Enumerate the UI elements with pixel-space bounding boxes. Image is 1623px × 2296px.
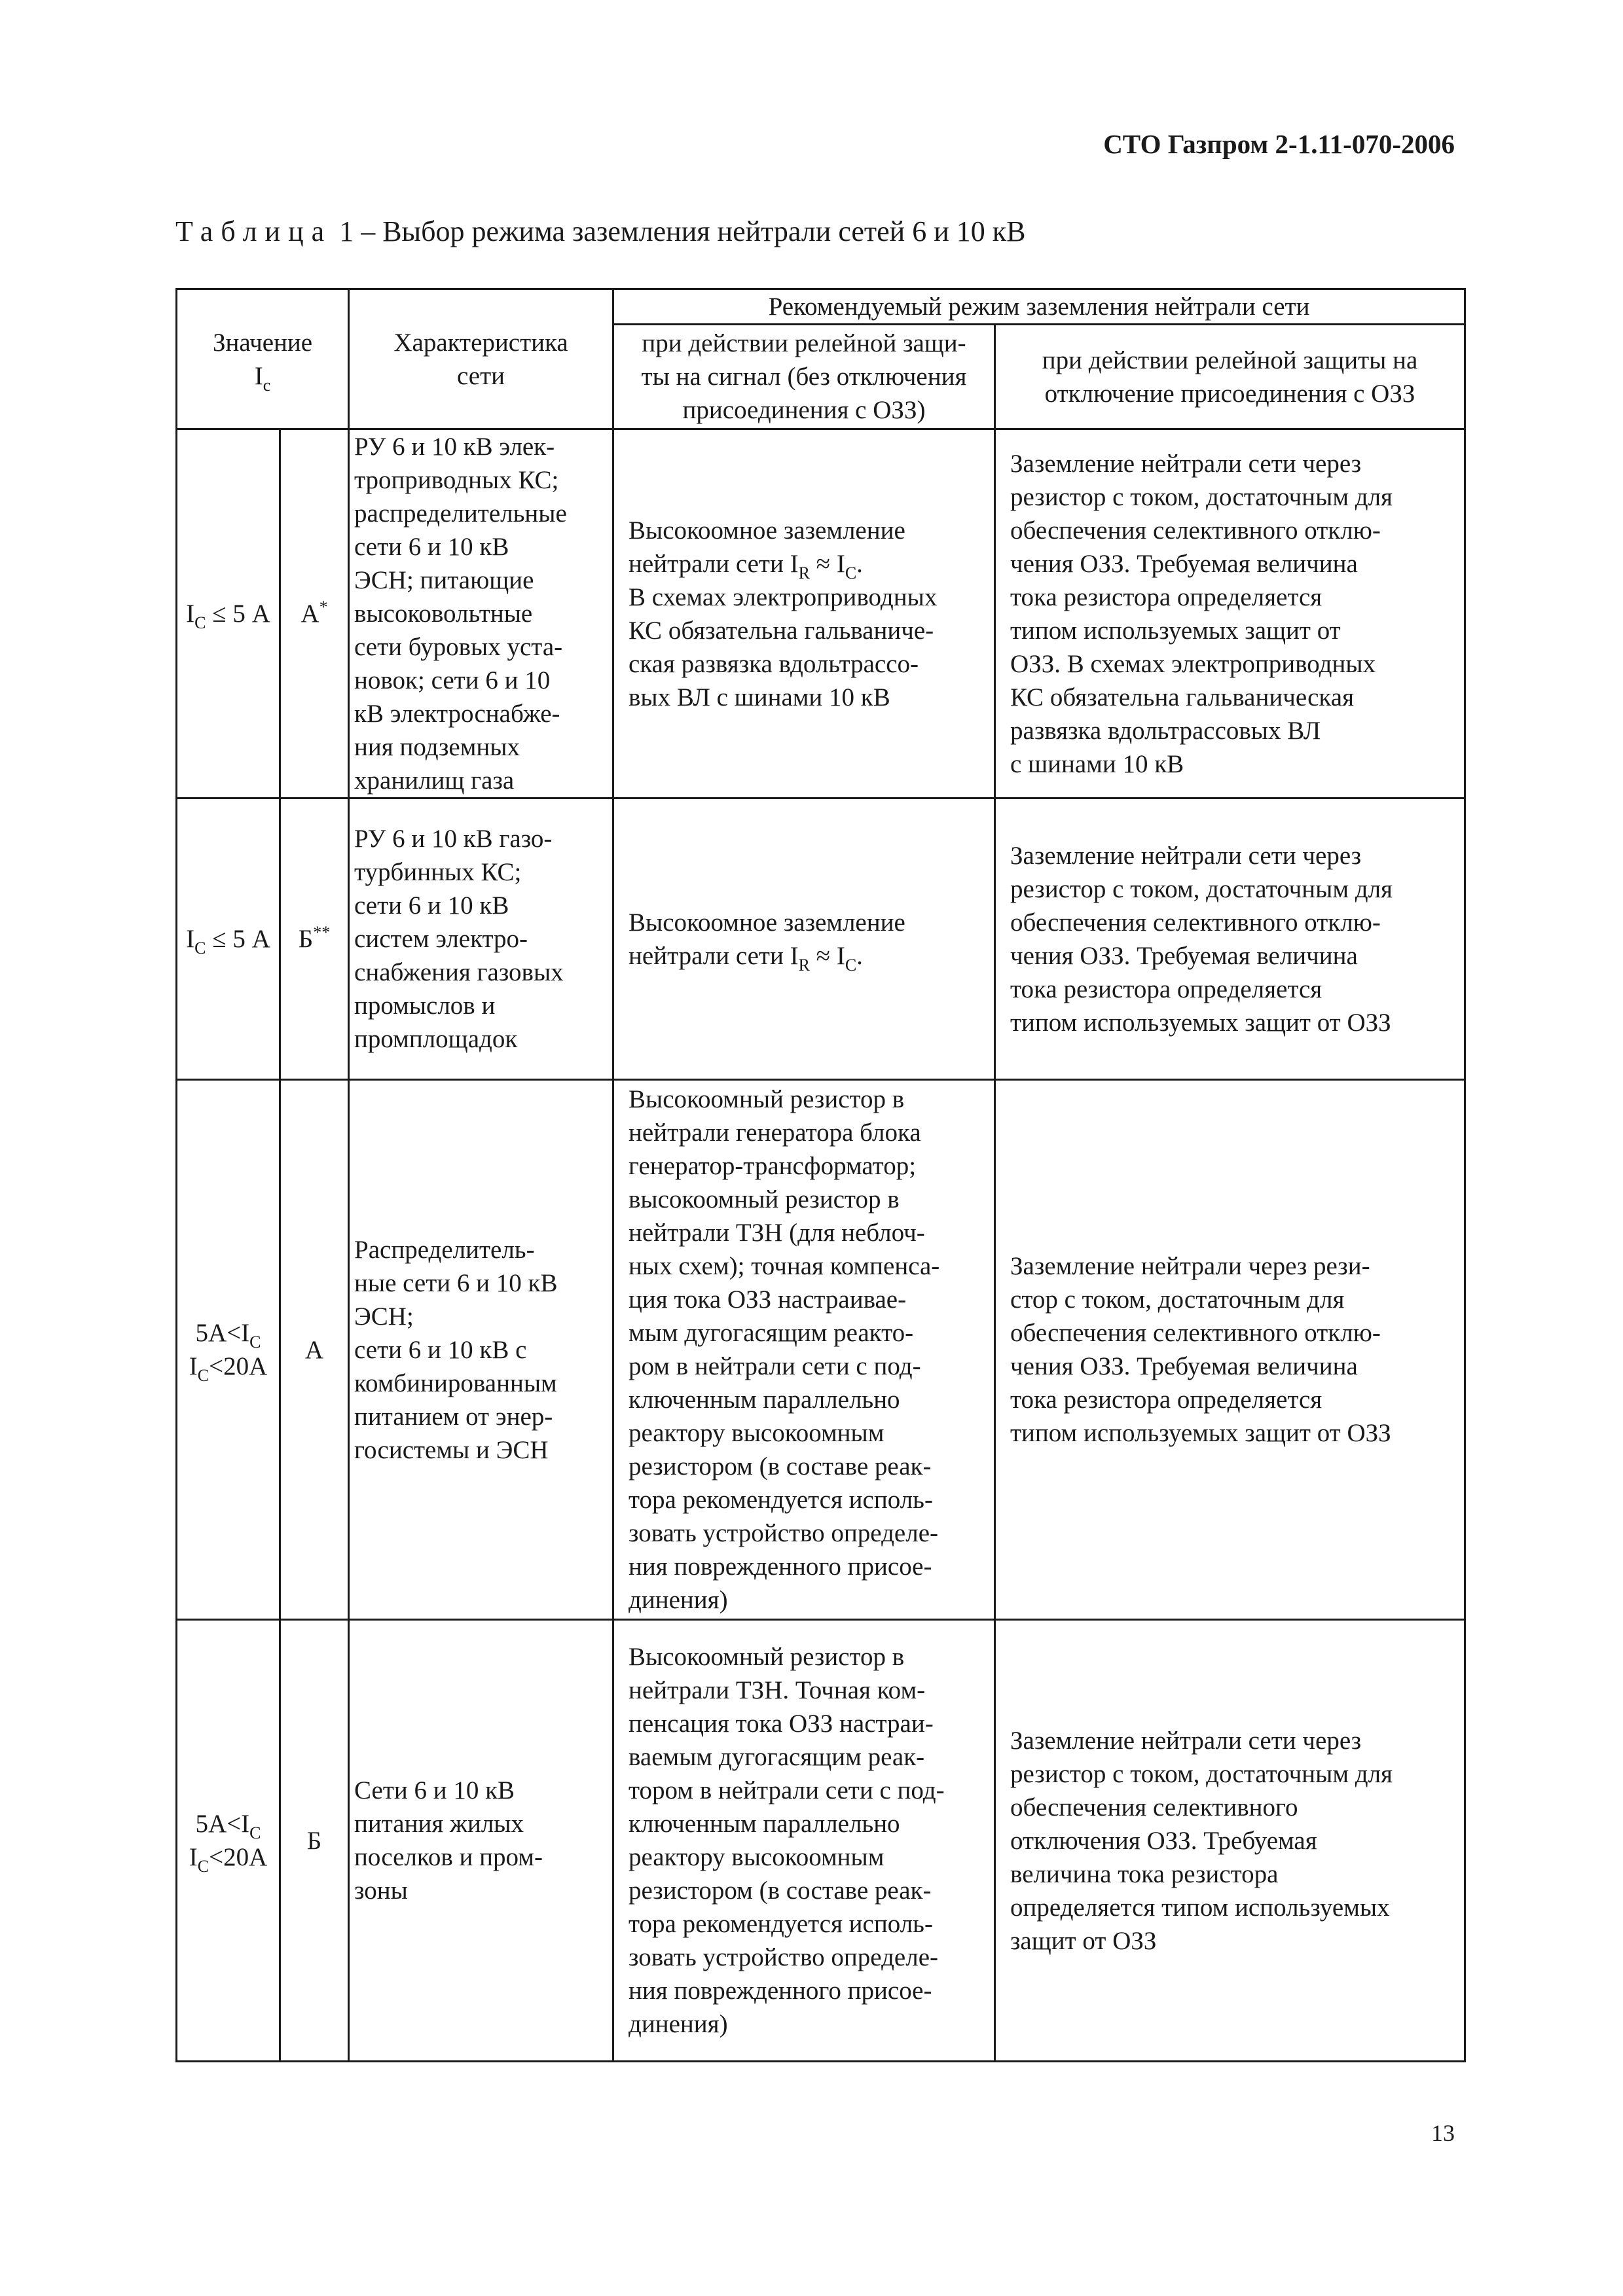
cell-characteristic: РУ 6 и 10 кВ элек- троприводных КС; распределительные сети 6 и 10 кВ ЭСН; питающие высоковольтные сети буровых уста- новок; сети 6 и 10 кВ электроснабже- ния подземных хранилищ газа [349, 429, 613, 798]
cell-category: Б** [280, 798, 349, 1080]
cell-signal: Высокоомный резистор в нейтрали генератора блока генератор-трансформатор; высокоомный резистор в нейтрали ТЗН (для неблоч- ных схем); точная компенса- ция тока ОЗЗ настраивае- мым дугогасящим реакто- ром в нейтрали сети с под- ключенным параллельно реактору высокоомным резистором (в составе реак- тора рекомендуется исполь- зовать устройство определе- ния поврежденного присое- динения) [613, 1080, 995, 1620]
table-row [177, 1080, 1465, 1620]
cell-category: А* [280, 429, 349, 798]
header-signal: при действии релейной защи- ты на сигнал (без отключения присоединения с ОЗЗ) [613, 325, 995, 429]
cell-trip: Заземление нейтрали сети через резистор с током, достаточным для обеспечения селективного отклю- чения ОЗЗ. Требуемая величина тока резистора определяется типом используемых защит от ОЗЗ [995, 798, 1465, 1080]
cell-signal: Высокоомное заземление нейтрали сети $I_R \approx I_C$. [613, 798, 995, 1080]
header-value-symbol: $I_с$ [254, 361, 271, 395]
header-trip: при действии релейной защиты на отключение присоединения с ОЗЗ [995, 325, 1465, 429]
table-caption [175, 215, 1026, 248]
cell-trip: Заземление нейтрали сети через резистор с током, достаточным для обеспечения селективного отключения ОЗЗ. Требуемая величина тока резистора определяется типом используемых защит от ОЗЗ [995, 1620, 1465, 2062]
cell-characteristic: Распределитель- ные сети 6 и 10 кВ ЭСН; сети 6 и 10 кВ с комбинированным питанием от энер- госистемы и ЭСН [349, 1080, 613, 1620]
cell-characteristic: РУ 6 и 10 кВ газо- турбинных КС; сети 6 и 10 кВ систем электро- снабжения газовых промыслов и промплощадок [349, 798, 613, 1080]
cell-trip: Заземление нейтрали сети через резистор с током, достаточным для обеспечения селективного отклю- чения ОЗЗ. Требуемая величина тока резистора определяется типом используемых защит от ОЗЗ. В схемах электроприводных КС обязательна гальваническая развязка вдольтрассовых ВЛ с шинами 10 кВ [995, 429, 1465, 798]
page-number: 13 [1431, 2120, 1455, 2146]
caption-prefix: Таблица [175, 215, 333, 247]
grounding-mode-table [175, 288, 1466, 2062]
cell-trip: Заземление нейтрали через рези- стор с током, достаточным для обеспечения селективного отклю- чения ОЗЗ. Требуемая величина тока резистора определяется типом используемых защит от ОЗЗ [995, 1080, 1465, 1620]
caption-text: 1 – Выбор режима заземления нейтрали сетей 6 и 10 кВ [332, 215, 1026, 247]
cell-signal: Высокоомный резистор в нейтрали ТЗН. Точная ком- пенсация тока ОЗЗ настраи- ваемым дугогасящим реак- тором в нейтрали сети с под- ключенным параллельно реактору высокоомным резистором (в составе реак- тора рекомендуется исполь- зовать устройство определе- ния поврежденного присое- динения) [613, 1620, 995, 2062]
header-value-label: Значение [212, 328, 313, 357]
document-header: СТО Газпром 2-1.11-070-2006 [1103, 129, 1455, 159]
cell-category: Б [280, 1620, 349, 2062]
cell-value: $I_C \le 5$ А [177, 798, 280, 1080]
cell-signal: Высокоомное заземление нейтрали сети $I_R \approx I_C$. В схемах электроприводных КС обязательна гальваниче- ская развязка вдольтрассо- вых ВЛ с шинами 10 кВ [613, 429, 995, 798]
header-value [177, 289, 349, 429]
table-row [177, 798, 1465, 1080]
table-row [177, 429, 1465, 798]
cell-value: $I_C \le 5$ А [177, 429, 280, 798]
cell-value: $5А<I_C$ $I_C<20А$ [177, 1620, 280, 2062]
header-characteristic: Характеристика сети [349, 289, 613, 429]
cell-value: $5А<I_C$ $I_C<20А$ [177, 1080, 280, 1620]
cell-characteristic: Сети 6 и 10 кВ питания жилых поселков и пром- зоны [349, 1620, 613, 2062]
table-row [177, 1620, 1465, 2062]
cell-category: А [280, 1080, 349, 1620]
header-recommended: Рекомендуемый режим заземления нейтрали сети [613, 289, 1465, 325]
